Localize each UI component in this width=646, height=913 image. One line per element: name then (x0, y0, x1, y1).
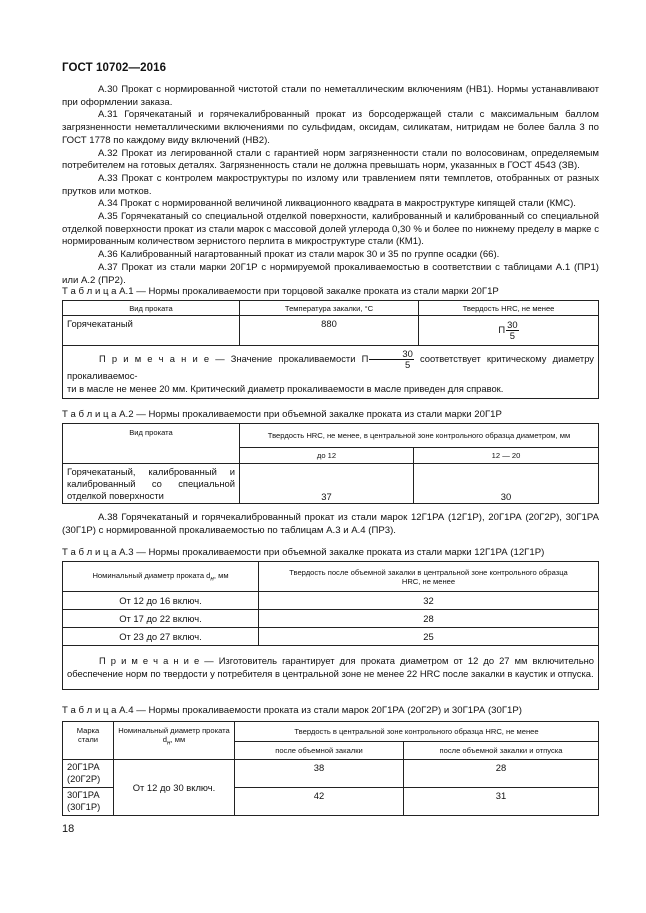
table-cell: Горячекатаный, калиброванный и калиброванный со специальной отделкой поверхности (63, 464, 240, 504)
hardness-prefix: П (498, 323, 506, 335)
paragraph-a37: А.37 Прокат из стали марки 20Г1Р с нормируемой прокаливаемостью в соответствии с таблицами А.1 (ПР1) или А.2 (ПР2). (62, 261, 599, 286)
header-unit: , мм (170, 735, 186, 744)
caption-text: А.1 — Нормы прокаливаемости при торцовой закалке проката из стали марки 20Г1Р (119, 286, 499, 297)
hardness-fraction (506, 320, 518, 341)
table-header: Температура закалки, °С (240, 301, 419, 316)
caption-text: А.2 — Нормы прокаливаемости при объемной закалке проката из стали марки 20Г1Р (119, 409, 502, 420)
table-cell: От 12 до 30 включ. (114, 760, 235, 816)
header-text: Номинальный диаметр проката d (92, 570, 211, 580)
paragraph-a31: А.31 Горячекатаный и горячекалиброванный прокат из борсодержащей стали с максимальным баллом загрязненности неметаллическими включениями по сульфидам, оксидам, силикатам, нитридам не более балла 3 по ГОСТ 1778 по каждому виду включений (НВ2). (62, 109, 599, 146)
table-cell: 31 (404, 788, 599, 816)
caption-label: Т а б л и ц а (62, 547, 117, 558)
table-subheader: до 12 (240, 448, 414, 464)
table-header (63, 562, 259, 592)
table-subheader: после объемной закалки (235, 742, 404, 760)
table-header: Вид проката (63, 424, 240, 464)
table-a1 (62, 300, 599, 399)
table-header: Твердость HRC, не менее (419, 301, 599, 316)
caption-text: А.4 — Нормы прокаливаемости проката из стали марок 20Г1РА (20Г2Р) и 30Г1РА (30Г1Р) (119, 705, 522, 716)
table-a1-note (63, 346, 599, 399)
table-cell: 38 (235, 760, 404, 788)
table-cell: 880 (240, 316, 419, 346)
fraction-numerator: 30 (507, 319, 518, 330)
paragraph-a35: А.35 Горячекатаный со специальной отделкой поверхности, калиброванный и калиброванный со специальной отделкой поверхности прокат из стали марок с массовой долей углерода 0,30 % и более по нижнему пределу в марке с нормированным количеством зернистого перлита в микроструктуре стали (КМ1). (62, 211, 599, 248)
table-cell: От 12 до 16 включ. (63, 592, 259, 610)
table-subheader: 12 — 20 (414, 448, 599, 464)
table-a3-caption (62, 547, 544, 558)
table-cell: 30 (414, 464, 599, 504)
note-text: ти в масле не менее 20 мм. Критический диаметр прокаливаемости в масле приведен для справок. (67, 382, 504, 394)
document-header: ГОСТ 10702—2016 (62, 62, 167, 74)
table-cell: Горячекатаный (63, 316, 240, 346)
paragraph-a32: А.32 Прокат из легированной стали с гарантией норм загрязненности стали по волосовинам, определяемым потребителем на готовых деталях. Загрязненность стали не должна превышать норм, указанных в ГОСТ 4543 (ЗВ). (62, 147, 599, 172)
fraction-numerator: 30 (369, 349, 413, 360)
caption-label: Т а б л и ц а (62, 705, 117, 716)
table-a3 (62, 561, 599, 690)
note-text: — Изготовитель гарантирует для проката диаметром от 12 до 27 мм включительно обеспечение норм по твердости у потребителя в центральной зоне не менее 22 HRC после закалки в каустик и отпуска. (67, 655, 594, 679)
paragraph-a38: А.38 Горячекатаный и горячекалиброванный прокат из стали марок 12Г1РА (12Г1Р), 20Г1РА (20Г2Р), 30Г1РА (30Г1Р) с нормированной прокаливаемостью по таблицам А.3 и А.4 (ПР3). (62, 512, 599, 536)
note-text: — Значение прокаливаемости (209, 352, 362, 364)
table-cell: 25 (259, 628, 599, 646)
table-a4-caption (62, 705, 522, 716)
body-text (62, 84, 599, 287)
table-header (114, 722, 235, 760)
table-cell: 30Г1РА (30Г1Р) (63, 788, 114, 816)
table-cell: 37 (240, 464, 414, 504)
fraction-denominator: 5 (404, 359, 411, 370)
table-header: Твердость HRC, не менее, в центральной зоне контрольного образца диаметром, мм (240, 424, 599, 448)
table-a2-caption (62, 409, 502, 420)
note-text: соответствует критическому диаметру прокаливаемос- (67, 352, 594, 381)
note-label: П р и м е ч а н и е (99, 352, 210, 364)
hardness-fraction-cell (419, 316, 599, 346)
paragraph-a30: А.30 Прокат с нормированной чистотой стали по неметаллическим включениям (НВ1). Нормы устанавливают при оформлении заказа. (62, 84, 599, 108)
note-symbol: П (361, 352, 369, 364)
table-cell: 32 (259, 592, 599, 610)
caption-text: А.3 — Нормы прокаливаемости при объемной закалке проката из стали марки 12Г1РА (12Г1Р) (119, 547, 545, 558)
header-text: Номинальный диаметр проката d (118, 726, 230, 744)
table-a4 (62, 721, 599, 816)
table-header: Вид проката (63, 301, 240, 316)
table-a3-note (63, 646, 599, 690)
table-a2 (62, 423, 599, 504)
paragraph-a36: А.36 Калиброванный нагартованный прокат из стали марок 30 и 35 по группе осадки (66). (98, 249, 500, 261)
fraction-denominator: 5 (509, 330, 515, 341)
table-cell: 20Г1РА (20Г2Р) (63, 760, 114, 788)
page-number: 18 (62, 823, 75, 835)
paragraph-a34: А.34 Прокат с нормированной величиной ликвационного квадрата в макроструктуре кипящей стали (КМС). (98, 198, 576, 210)
caption-label: Т а б л и ц а (62, 409, 117, 420)
table-cell: От 17 до 22 включ. (63, 610, 259, 628)
table-cell: 28 (259, 610, 599, 628)
table-cell: От 23 до 27 включ. (63, 628, 259, 646)
paragraph-a33: А.33 Прокат с контролем макроструктуры по излому или травлением пяти темплетов, отобранных от разных прутков или мотков. (62, 172, 599, 197)
table-a1-caption (62, 286, 499, 297)
table-cell: 42 (235, 788, 404, 816)
table-header: Марка стали (63, 722, 114, 760)
table-subheader: после объемной закалки и отпуска (404, 742, 599, 760)
header-unit: , мм (213, 570, 229, 580)
table-header: Твердость после объемной закалки в центральной зоне контрольного образца HRC, не менее (259, 562, 599, 592)
header-subscript: н (167, 739, 171, 747)
note-label: П р и м е ч а н и е (99, 655, 200, 666)
table-cell: 28 (404, 760, 599, 788)
note-fraction (369, 349, 413, 370)
caption-label: Т а б л и ц а (62, 286, 117, 297)
header-subscript: н (210, 575, 214, 583)
table-header: Твердость в центральной зоне контрольного образца HRC, не менее (235, 722, 599, 742)
